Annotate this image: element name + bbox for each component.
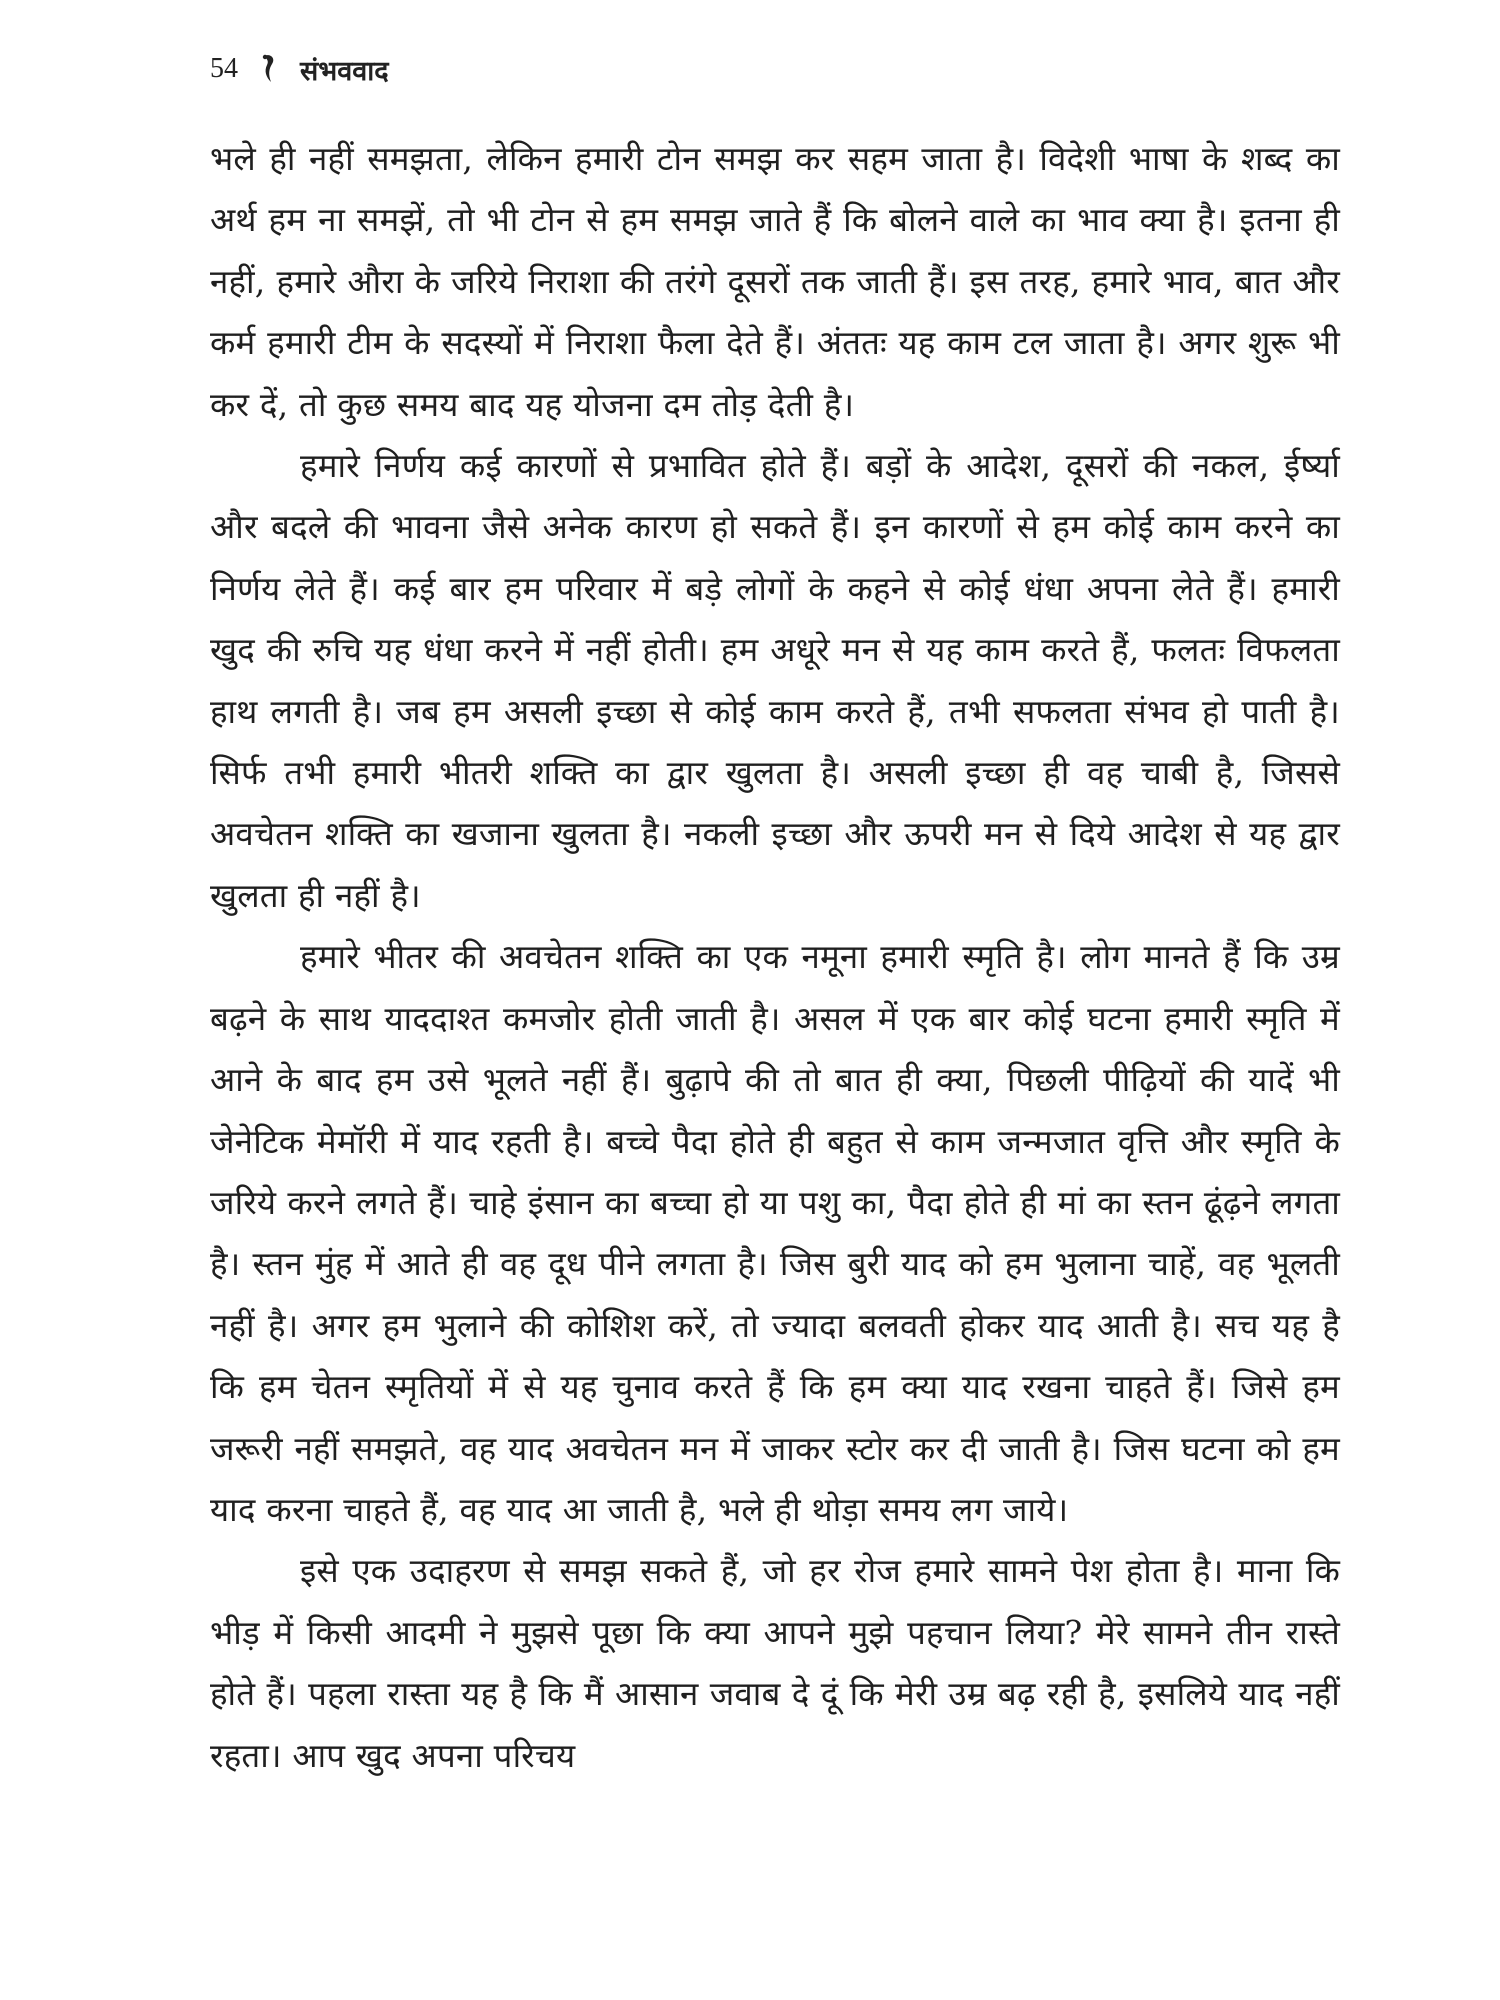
paisley-ornament-icon [260,52,278,86]
paragraph-2: हमारे निर्णय कई कारणों से प्रभावित होते हैं। बड़ों के आदेश, दूसरों की नकल, ईर्ष्या और बदले की भावना जैसे अनेक कारण हो सकते हैं। इन कारणों से हम कोई काम करने का निर्णय लेते हैं। कई बार हम परिवार में बड़े लोगों के कहने से कोई धंधा अपना लेते हैं। हमारी खुद की रुचि यह धंधा करने में नहीं होती। हम अधूरे मन से यह काम करते हैं, फलतः विफलता हाथ लगती है। जब हम असली इच्छा से कोई काम करते हैं, तभी सफलता संभव हो पाती है। सिर्फ तभी हमारी भीतरी शक्ति का द्वार खुलता है। असली इच्छा ही वह चाबी है, जिससे अवचेतन शक्ति का खजाना खुलता है। नकली इच्छा और ऊपरी मन से दिये आदेश से यह द्वार खुलता ही नहीं है। [210,446,1340,915]
page-number: 54 [210,53,238,84]
paragraph-3: हमारे भीतर की अवचेतन शक्ति का एक नमूना हमारी स्मृति है। लोग मानते हैं कि उम्र बढ़ने के साथ याददाश्त कमजोर होती जाती है। असल में एक बार कोई घटना हमारी स्मृति में आने के बाद हम उसे भूलते नहीं हैं। बुढ़ापे की तो बात ही क्या, पिछली पीढ़ियों की यादें भी जेनेटिक मेमॉरी में याद रहती है। बच्चे पैदा होते ही बहुत से काम जन्मजात वृत्ति और स्मृति के जरिये करने लगते हैं। चाहे इंसान का बच्चा हो या पशु का, पैदा होते ही मां का स्तन ढूंढ़ने लगता है। स्तन मुंह में आते ही वह दूध पीने लगता है। जिस बुरी याद को हम भुलाना चाहें, वह भूलती नहीं है। अगर हम भुलाने की कोशिश करें, तो ज्यादा बलवती होकर याद आती है। सच यह है कि हम चेतन स्मृतियों में से यह चुनाव करते हैं कि हम क्या याद रखना चाहते हैं। जिसे हम जरूरी नहीं समझते, वह याद अवचेतन मन में जाकर स्टोर कर दी जाती है। जिस घटना को हम याद करना चाहते हैं, वह याद आ जाती है, भले ही थोड़ा समय लग जाये। [210,937,1340,1529]
paragraph-1: भले ही नहीं समझता, लेकिन हमारी टोन समझ कर सहम जाता है। विदेशी भाषा के शब्द का अर्थ हम ना समझें, तो भी टोन से हम समझ जाते हैं कि बोलने वाले का भाव क्या है। इतना ही नहीं, हमारे औरा के जरिये निराशा की तरंगे दूसरों तक जाती हैं। इस तरह, हमारे भाव, बात और कर्म हमारी टीम के सदस्यों में निराशा फैला देते हैं। अंततः यह काम टल जाता है। अगर शुरू भी कर दें, तो कुछ समय बाद यह योजना दम तोड़ देती है। [210,139,1340,424]
paragraph-4: इसे एक उदाहरण से समझ सकते हैं, जो हर रोज हमारे सामने पेश होता है। माना कि भीड़ में किसी आदमी ने मुझसे पूछा कि क्या आपने मुझे पहचान लिया? मेरे सामने तीन रास्ते होते हैं। पहला रास्ता यह है कि मैं आसान जवाब दे दूं कि मेरी उम्र बढ़ रही है, इसलिये याद नहीं रहता। आप खुद अपना परिचय [210,1551,1340,1775]
book-title: संभववाद [300,55,389,87]
running-header [210,44,1340,94]
body-text [210,128,1340,1786]
